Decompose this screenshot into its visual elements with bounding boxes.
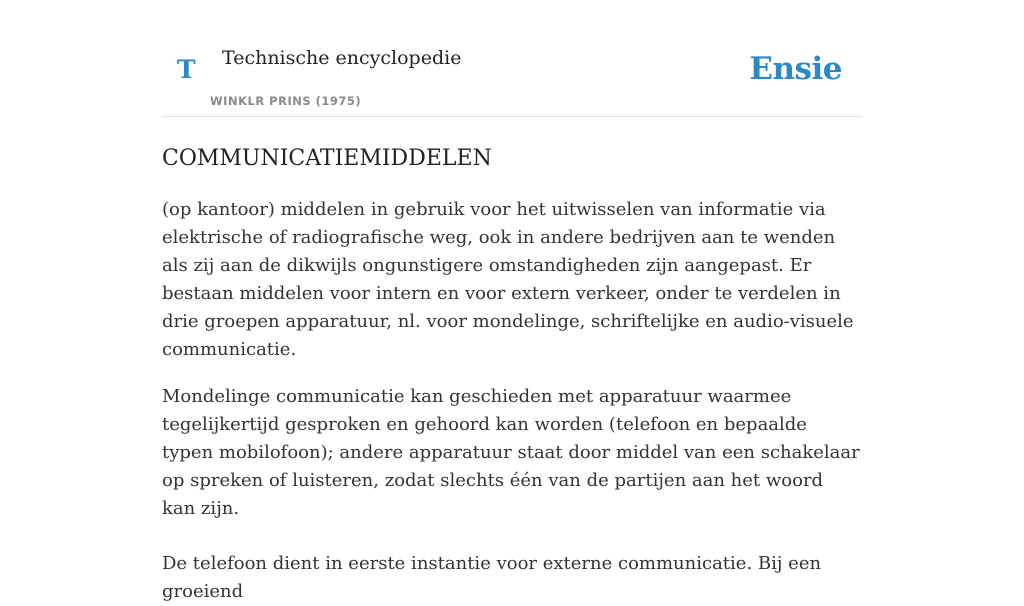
entry-title: COMMUNICATIEMIDDELEN: [162, 146, 492, 171]
book-letter-icon[interactable]: T: [177, 55, 196, 84]
ensie-logo[interactable]: Ensie: [749, 51, 842, 87]
book-title-link[interactable]: Technische encyclopedie: [222, 47, 462, 69]
entry-paragraph: Mondelinge communicatie kan geschieden met apparatuur waarmee tegelijkertijd gesproken en gehoord kan worden (telefoon en bepaalde typen mobilofoon); andere apparatuur staat door middel van een schakelaar op spreken of luisteren, zodat slechts één van de partijen aan het woord kan zijn.: [162, 386, 860, 519]
book-header: [162, 0, 862, 117]
book-source-label: WINKLR PRINS (1975): [210, 94, 362, 108]
entry-paragraph: (op kantoor) middelen in gebruik voor het uitwisselen van informatie via elektrische of radiografische weg, ook in andere bedrijven aan te wenden als zij aan de dikwijls ongunstigere omstandigheden zijn aangepast. Er bestaan middelen voor intern en voor extern verkeer, onder te verdelen in drie groepen apparatuur, nl. voor mondelinge, schriftelijke en audio-visuele communicatie.: [162, 199, 854, 360]
article-page: [162, 0, 862, 606]
entry-paragraph: De telefoon dient in eerste instantie voor externe communicatie. Bij een groeiend: [162, 553, 822, 602]
